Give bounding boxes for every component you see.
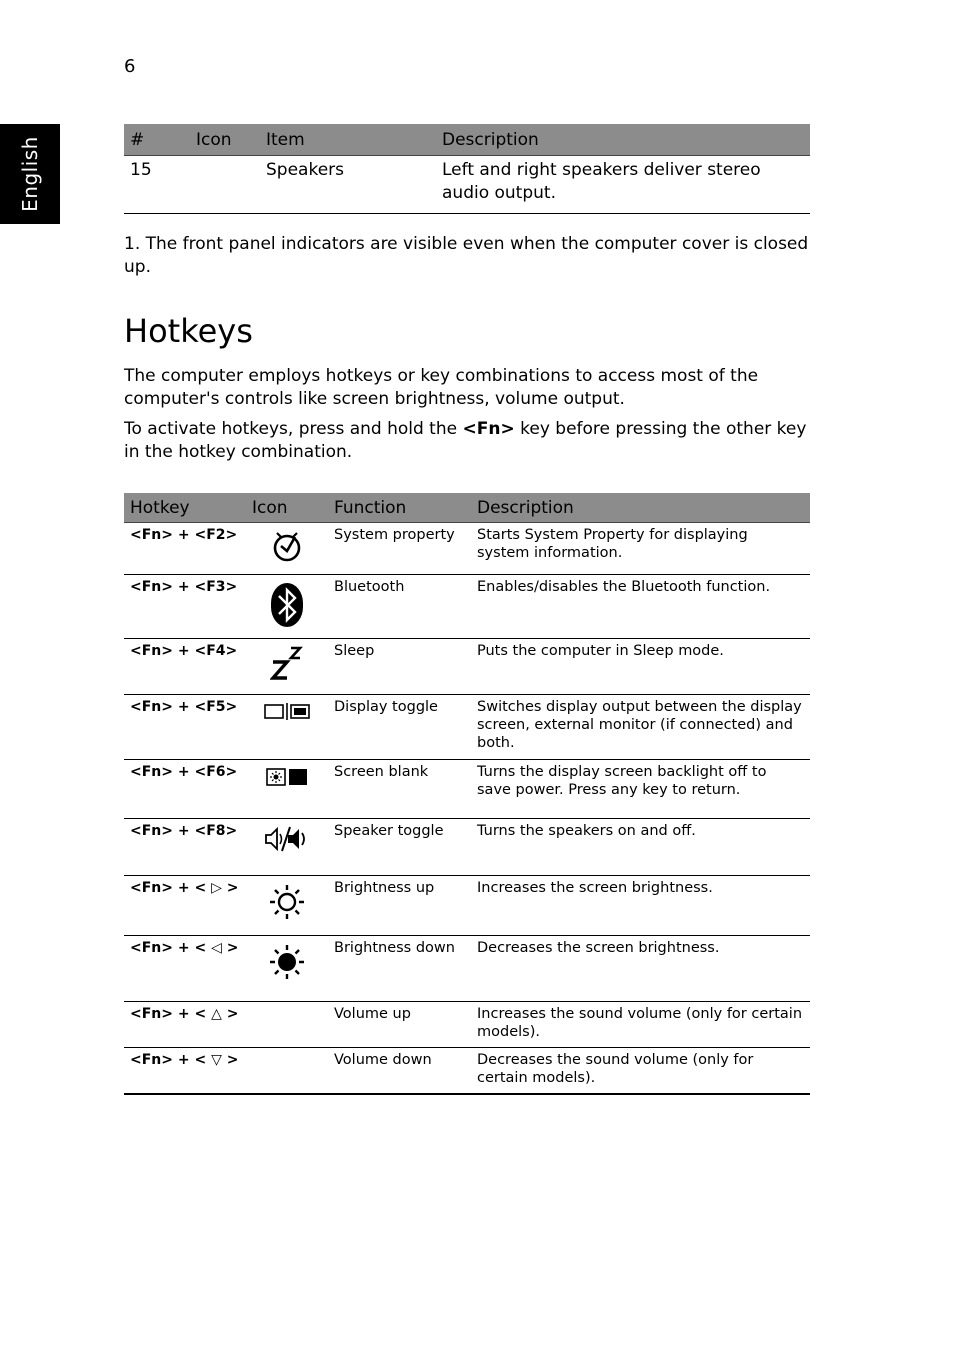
table-row [124,936,810,1002]
table-row [124,1048,810,1094]
activation-text-start: To activate hotkeys, press and hold the [124,419,463,439]
table-row [124,156,810,214]
cell-description: Decreases the screen brightness. [471,936,810,1002]
cell-function: Screen blank [328,760,471,819]
display-toggle-icon [263,701,311,721]
cell-description: Switches display output between the display screen, external monitor (if connected) and both. [471,695,810,760]
cell-icon [246,1048,328,1094]
cell-hotkey: <Fn> + <F4> [124,639,246,695]
fn-key-label: <Fn> [462,419,515,439]
footnote: 1. The front panel indicators are visible even when the computer cover is closed up. [124,234,809,277]
cell-hotkey: <Fn> + <F8> [124,819,246,876]
brightness-down-icon [267,942,307,982]
cell-function: System property [328,523,471,575]
screen-blank-icon [265,766,309,788]
cell-description: Enables/disables the Bluetooth function. [471,575,810,639]
header-description: Description [471,493,810,523]
cell-description: Turns the display screen backlight off to save power. Press any key to return. [471,760,810,819]
cell-function: Sleep [328,639,471,695]
cell-function: Brightness up [328,876,471,936]
language-tab [0,124,60,224]
cell-function: Display toggle [328,695,471,760]
cell-description: Puts the computer in Sleep mode. [471,639,810,695]
header-function: Function [328,493,471,523]
cell-description: Increases the screen brightness. [471,876,810,936]
cell-function: Volume down [328,1048,471,1094]
hotkey-table [124,493,810,1095]
bluetooth-icon [269,581,305,629]
header-description: Description [436,124,810,156]
table-row [124,876,810,936]
header-icon: Icon [246,493,328,523]
header-num: # [124,124,190,156]
cell-function: Bluetooth [328,575,471,639]
page-number: 6 [124,56,136,77]
header-item: Item [260,124,436,156]
cell-item: Speakers [260,156,436,214]
table-row [124,523,810,575]
cell-hotkey: <Fn> + < ▽ > [124,1048,246,1094]
cell-description: Left and right speakers deliver stereo audio output. [436,156,810,214]
cell-icon [190,156,260,214]
parts-table-header [124,124,810,156]
cell-function: Speaker toggle [328,819,471,876]
cell-hotkey: <Fn> + <F3> [124,575,246,639]
brightness-up-icon [267,882,307,922]
activation-paragraph [124,418,814,464]
cell-description: Starts System Property for displaying system information. [471,523,810,575]
cell-description: Increases the sound volume (only for certain models). [471,1002,810,1048]
cell-description: Decreases the sound volume (only for certain models). [471,1048,810,1094]
activation-text-end: key before pressing the other key in the hotkey combination. [124,419,807,462]
hotkey-table-header [124,493,810,523]
sleep-icon [270,645,304,681]
language-tab-label: English [18,136,42,212]
header-icon: Icon [190,124,260,156]
table-row [124,695,810,760]
cell-icon [246,1002,328,1048]
cell-hotkey: <Fn> + <F2> [124,523,246,575]
cell-function: Brightness down [328,936,471,1002]
parts-table [124,124,810,214]
cell-description: Turns the speakers on and off. [471,819,810,876]
cell-hotkey: <Fn> + < △ > [124,1002,246,1048]
table-row [124,1002,810,1048]
cell-hotkey: <Fn> + < ◁ > [124,936,246,1002]
table-row [124,760,810,819]
cell-hotkey: <Fn> + < ▷ > [124,876,246,936]
table-row [124,819,810,876]
section-title: Hotkeys [124,312,253,350]
intro-paragraph: The computer employs hotkeys or key combinations to access most of the computer's controls like screen brightness, volume output. [124,366,759,409]
header-hotkey: Hotkey [124,493,246,523]
table-row [124,639,810,695]
cell-hotkey: <Fn> + <F5> [124,695,246,760]
system-property-icon [270,529,304,563]
speaker-toggle-icon [264,825,310,853]
cell-function: Volume up [328,1002,471,1048]
table-row [124,575,810,639]
cell-num: 15 [124,156,190,214]
cell-hotkey: <Fn> + <F6> [124,760,246,819]
